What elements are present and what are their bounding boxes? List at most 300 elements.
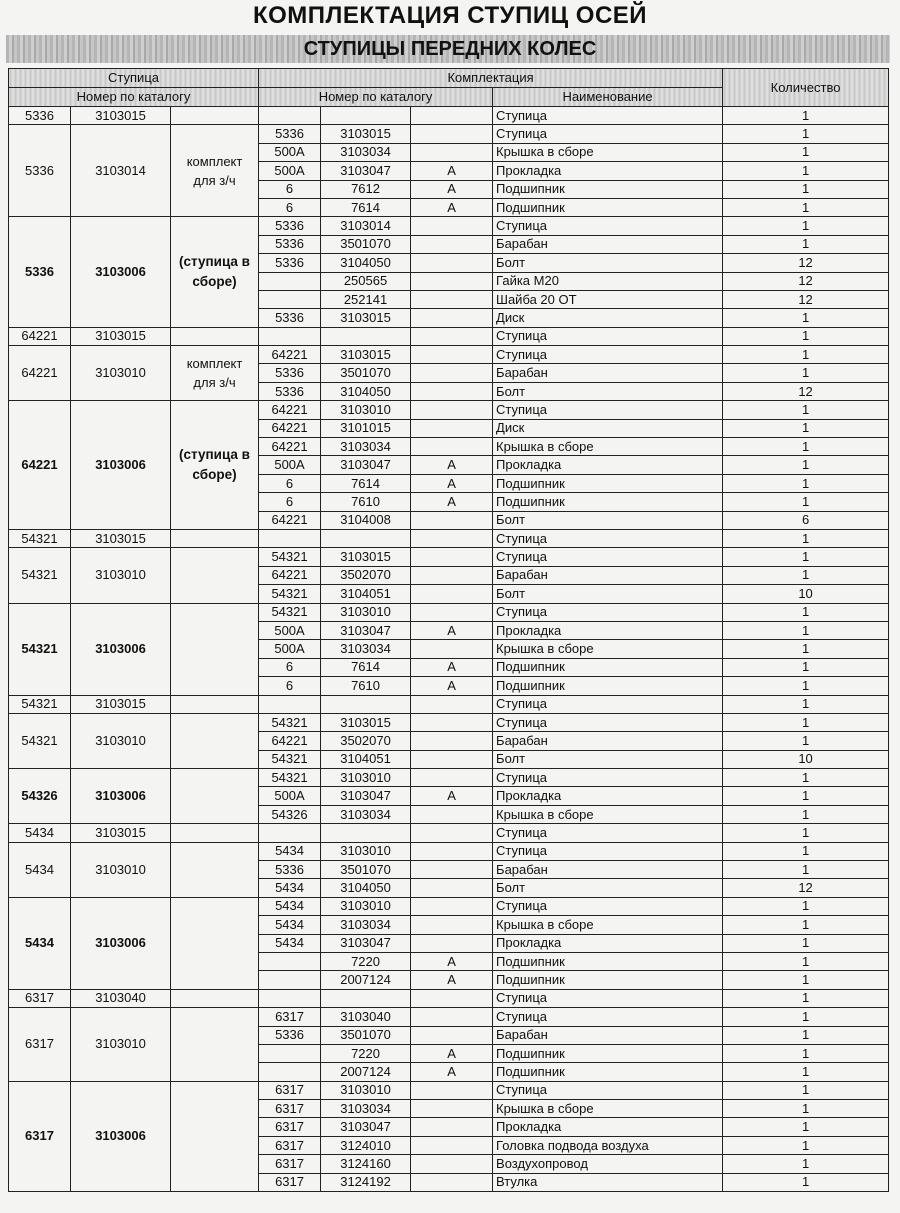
header-naimenovanie: Наименование bbox=[493, 88, 723, 107]
part-quantity: 1 bbox=[723, 861, 889, 879]
part-name: Подшипник bbox=[493, 1063, 723, 1081]
part-catalog-number: 3124010 bbox=[321, 1136, 411, 1154]
part-model: 500A bbox=[259, 456, 321, 474]
part-name: Подшипник bbox=[493, 952, 723, 970]
header-nomer-left: Номер по каталогу bbox=[9, 88, 259, 107]
hub-catalog-number: 3103010 bbox=[71, 548, 171, 603]
part-model: 6 bbox=[259, 180, 321, 198]
part-name: Болт bbox=[493, 879, 723, 897]
part-name: Прокладка bbox=[493, 934, 723, 952]
part-model: 5336 bbox=[259, 861, 321, 879]
hub-catalog-number: 3103006 bbox=[71, 769, 171, 824]
part-catalog-number: 3103047 bbox=[321, 934, 411, 952]
part-quantity: 1 bbox=[723, 419, 889, 437]
part-model: 5336 bbox=[259, 309, 321, 327]
part-model bbox=[259, 272, 321, 290]
part-suffix bbox=[411, 566, 493, 584]
part-quantity: 1 bbox=[723, 842, 889, 860]
part-quantity: 1 bbox=[723, 1044, 889, 1062]
part-catalog-number: 3124192 bbox=[321, 1173, 411, 1191]
hub-model: 54321 bbox=[9, 695, 71, 713]
hub-note bbox=[171, 548, 259, 603]
header-nomer-right: Номер по каталогу bbox=[259, 88, 493, 107]
part-quantity: 6 bbox=[723, 511, 889, 529]
part-name: Крышка в сборе bbox=[493, 438, 723, 456]
part-quantity: 1 bbox=[723, 474, 889, 492]
part-model bbox=[259, 989, 321, 1007]
hub-catalog-number: 3103014 bbox=[71, 125, 171, 217]
part-model: 54321 bbox=[259, 750, 321, 768]
part-catalog-number: 3124160 bbox=[321, 1155, 411, 1173]
part-model: 6317 bbox=[259, 1008, 321, 1026]
part-suffix bbox=[411, 125, 493, 143]
part-quantity: 1 bbox=[723, 143, 889, 161]
hub-model: 64221 bbox=[9, 346, 71, 401]
part-model: 54321 bbox=[259, 585, 321, 603]
part-quantity: 1 bbox=[723, 346, 889, 364]
hub-catalog-number: 3103040 bbox=[71, 989, 171, 1007]
hub-catalog-number: 3103006 bbox=[71, 897, 171, 989]
part-suffix: A bbox=[411, 658, 493, 676]
header-stupica: Ступица bbox=[9, 69, 259, 88]
part-quantity: 1 bbox=[723, 217, 889, 235]
part-model: 5434 bbox=[259, 897, 321, 915]
hub-catalog-number: 3103015 bbox=[71, 695, 171, 713]
part-suffix: A bbox=[411, 1063, 493, 1081]
part-catalog-number: 3103034 bbox=[321, 640, 411, 658]
part-model: 500A bbox=[259, 787, 321, 805]
part-quantity: 1 bbox=[723, 603, 889, 621]
part-model: 64221 bbox=[259, 732, 321, 750]
part-suffix: A bbox=[411, 787, 493, 805]
hub-model: 6317 bbox=[9, 1081, 71, 1191]
hub-model: 64221 bbox=[9, 327, 71, 345]
part-name: Головка подвода воздуха bbox=[493, 1136, 723, 1154]
part-quantity: 1 bbox=[723, 677, 889, 695]
part-catalog-number: 3103034 bbox=[321, 143, 411, 161]
hub-note bbox=[171, 1008, 259, 1082]
part-name: Прокладка bbox=[493, 456, 723, 474]
part-quantity: 1 bbox=[723, 107, 889, 125]
part-catalog-number bbox=[321, 989, 411, 1007]
part-name: Ступица bbox=[493, 842, 723, 860]
hub-catalog-number: 3103006 bbox=[71, 1081, 171, 1191]
hub-note bbox=[171, 842, 259, 897]
part-catalog-number: 3104051 bbox=[321, 585, 411, 603]
part-model: 500A bbox=[259, 143, 321, 161]
part-quantity: 1 bbox=[723, 235, 889, 253]
part-catalog-number: 3501070 bbox=[321, 861, 411, 879]
part-catalog-number: 7610 bbox=[321, 677, 411, 695]
part-suffix bbox=[411, 897, 493, 915]
hub-model: 5336 bbox=[9, 217, 71, 327]
part-suffix bbox=[411, 916, 493, 934]
part-name: Прокладка bbox=[493, 621, 723, 639]
part-name: Диск bbox=[493, 309, 723, 327]
part-suffix bbox=[411, 824, 493, 842]
part-suffix: A bbox=[411, 677, 493, 695]
part-catalog-number: 3104050 bbox=[321, 382, 411, 400]
part-name: Подшипник bbox=[493, 1044, 723, 1062]
part-suffix bbox=[411, 934, 493, 952]
table-row bbox=[9, 401, 889, 419]
part-name: Крышка в сборе bbox=[493, 916, 723, 934]
part-catalog-number bbox=[321, 107, 411, 125]
part-name: Крышка в сборе bbox=[493, 1100, 723, 1118]
part-quantity: 12 bbox=[723, 879, 889, 897]
part-catalog-number: 3103047 bbox=[321, 621, 411, 639]
part-suffix bbox=[411, 769, 493, 787]
part-name: Ступица bbox=[493, 401, 723, 419]
table-row bbox=[9, 842, 889, 860]
part-model: 6317 bbox=[259, 1081, 321, 1099]
part-model: 5434 bbox=[259, 879, 321, 897]
part-suffix bbox=[411, 1026, 493, 1044]
part-model: 64221 bbox=[259, 346, 321, 364]
part-catalog-number: 3501070 bbox=[321, 1026, 411, 1044]
hub-catalog-number: 3103015 bbox=[71, 529, 171, 547]
part-quantity: 1 bbox=[723, 566, 889, 584]
hub-catalog-number: 3103010 bbox=[71, 1008, 171, 1082]
part-catalog-number: 3103015 bbox=[321, 548, 411, 566]
hub-note bbox=[171, 603, 259, 695]
part-suffix bbox=[411, 290, 493, 308]
part-model: 6 bbox=[259, 474, 321, 492]
part-suffix bbox=[411, 1100, 493, 1118]
part-suffix: A bbox=[411, 474, 493, 492]
hub-model: 5336 bbox=[9, 125, 71, 217]
part-model: 5336 bbox=[259, 254, 321, 272]
part-quantity: 1 bbox=[723, 198, 889, 216]
table-row bbox=[9, 346, 889, 364]
part-catalog-number: 7614 bbox=[321, 198, 411, 216]
part-name: Барабан bbox=[493, 861, 723, 879]
header-komplektaciya: Комплектация bbox=[259, 69, 723, 88]
part-catalog-number: 7614 bbox=[321, 474, 411, 492]
table-row bbox=[9, 217, 889, 235]
part-quantity: 12 bbox=[723, 290, 889, 308]
hub-note bbox=[171, 989, 259, 1007]
part-model: 500A bbox=[259, 621, 321, 639]
table-body bbox=[9, 107, 889, 1192]
table-row bbox=[9, 107, 889, 125]
hub-model: 54321 bbox=[9, 548, 71, 603]
part-quantity: 1 bbox=[723, 897, 889, 915]
part-name: Болт bbox=[493, 382, 723, 400]
part-catalog-number: 3103010 bbox=[321, 603, 411, 621]
part-name: Ступица bbox=[493, 989, 723, 1007]
part-model: 5336 bbox=[259, 125, 321, 143]
part-model: 64221 bbox=[259, 419, 321, 437]
part-quantity: 1 bbox=[723, 952, 889, 970]
part-name: Болт bbox=[493, 511, 723, 529]
hub-model: 54321 bbox=[9, 603, 71, 695]
part-model bbox=[259, 290, 321, 308]
part-suffix bbox=[411, 382, 493, 400]
part-quantity: 1 bbox=[723, 713, 889, 731]
table-row bbox=[9, 989, 889, 1007]
part-name: Ступица bbox=[493, 603, 723, 621]
part-quantity: 1 bbox=[723, 1173, 889, 1191]
part-suffix bbox=[411, 235, 493, 253]
table-row bbox=[9, 529, 889, 547]
part-model: 6317 bbox=[259, 1118, 321, 1136]
part-catalog-number: 3104050 bbox=[321, 254, 411, 272]
part-catalog-number: 3501070 bbox=[321, 364, 411, 382]
part-name: Барабан bbox=[493, 732, 723, 750]
part-catalog-number: 3104051 bbox=[321, 750, 411, 768]
part-catalog-number: 3103010 bbox=[321, 1081, 411, 1099]
part-suffix bbox=[411, 1008, 493, 1026]
part-suffix bbox=[411, 989, 493, 1007]
part-suffix bbox=[411, 529, 493, 547]
part-suffix: A bbox=[411, 493, 493, 511]
part-name: Прокладка bbox=[493, 162, 723, 180]
hub-note: комплект для з/ч bbox=[171, 125, 259, 217]
part-name: Диск bbox=[493, 419, 723, 437]
part-model: 6 bbox=[259, 198, 321, 216]
part-quantity: 1 bbox=[723, 1100, 889, 1118]
hub-model: 5434 bbox=[9, 897, 71, 989]
hub-note: (ступица в сборе) bbox=[171, 401, 259, 530]
hub-catalog-number: 3103006 bbox=[71, 401, 171, 530]
part-suffix bbox=[411, 364, 493, 382]
part-quantity: 1 bbox=[723, 1063, 889, 1081]
part-suffix bbox=[411, 401, 493, 419]
table-row bbox=[9, 769, 889, 787]
part-name: Подшипник bbox=[493, 180, 723, 198]
part-name: Ступица bbox=[493, 1008, 723, 1026]
part-model bbox=[259, 529, 321, 547]
part-name: Подшипник bbox=[493, 971, 723, 989]
part-suffix: A bbox=[411, 456, 493, 474]
part-suffix bbox=[411, 732, 493, 750]
hub-catalog-number: 3103010 bbox=[71, 713, 171, 768]
part-suffix bbox=[411, 143, 493, 161]
part-model: 5336 bbox=[259, 1026, 321, 1044]
part-name: Ступица bbox=[493, 769, 723, 787]
part-catalog-number: 3501070 bbox=[321, 235, 411, 253]
part-quantity: 1 bbox=[723, 916, 889, 934]
hub-model: 5434 bbox=[9, 824, 71, 842]
part-model: 54326 bbox=[259, 805, 321, 823]
part-name: Втулка bbox=[493, 1173, 723, 1191]
part-name: Воздухопровод bbox=[493, 1155, 723, 1173]
part-model: 5434 bbox=[259, 842, 321, 860]
part-model bbox=[259, 971, 321, 989]
part-quantity: 1 bbox=[723, 805, 889, 823]
part-quantity: 1 bbox=[723, 327, 889, 345]
part-quantity: 1 bbox=[723, 438, 889, 456]
part-suffix bbox=[411, 1155, 493, 1173]
part-name: Подшипник bbox=[493, 493, 723, 511]
hub-note bbox=[171, 695, 259, 713]
hub-note bbox=[171, 327, 259, 345]
part-suffix bbox=[411, 1118, 493, 1136]
part-quantity: 1 bbox=[723, 1026, 889, 1044]
part-catalog-number: 7220 bbox=[321, 952, 411, 970]
part-name: Болт bbox=[493, 750, 723, 768]
part-quantity: 10 bbox=[723, 750, 889, 768]
part-quantity: 1 bbox=[723, 621, 889, 639]
part-name: Крышка в сборе bbox=[493, 143, 723, 161]
part-catalog-number bbox=[321, 327, 411, 345]
part-suffix bbox=[411, 327, 493, 345]
hub-note bbox=[171, 824, 259, 842]
part-model: 54321 bbox=[259, 548, 321, 566]
part-quantity: 1 bbox=[723, 529, 889, 547]
part-suffix bbox=[411, 217, 493, 235]
part-name: Болт bbox=[493, 585, 723, 603]
part-quantity: 1 bbox=[723, 1136, 889, 1154]
part-catalog-number: 3502070 bbox=[321, 566, 411, 584]
hub-model: 6317 bbox=[9, 989, 71, 1007]
table-row bbox=[9, 125, 889, 143]
part-suffix bbox=[411, 1081, 493, 1099]
part-suffix bbox=[411, 438, 493, 456]
table-row bbox=[9, 897, 889, 915]
part-quantity: 1 bbox=[723, 1081, 889, 1099]
part-model bbox=[259, 1044, 321, 1062]
part-quantity: 1 bbox=[723, 309, 889, 327]
hub-note: комплект для з/ч bbox=[171, 346, 259, 401]
hub-note bbox=[171, 107, 259, 125]
hub-model: 54326 bbox=[9, 769, 71, 824]
table-row bbox=[9, 695, 889, 713]
part-name: Ступица bbox=[493, 1081, 723, 1099]
part-suffix bbox=[411, 107, 493, 125]
part-quantity: 1 bbox=[723, 1118, 889, 1136]
hub-catalog-number: 3103015 bbox=[71, 327, 171, 345]
hub-model: 54321 bbox=[9, 529, 71, 547]
header-kolichestvo: Количество bbox=[723, 69, 889, 107]
part-model: 64221 bbox=[259, 566, 321, 584]
part-suffix bbox=[411, 1173, 493, 1191]
part-name: Подшипник bbox=[493, 474, 723, 492]
part-catalog-number: 3103010 bbox=[321, 401, 411, 419]
part-quantity: 1 bbox=[723, 125, 889, 143]
part-name: Ступица bbox=[493, 695, 723, 713]
part-model bbox=[259, 824, 321, 842]
part-quantity: 1 bbox=[723, 162, 889, 180]
hub-catalog-number: 3103006 bbox=[71, 603, 171, 695]
part-catalog-number: 3103010 bbox=[321, 769, 411, 787]
part-quantity: 1 bbox=[723, 732, 889, 750]
part-quantity: 1 bbox=[723, 640, 889, 658]
part-suffix: A bbox=[411, 180, 493, 198]
hub-model: 5336 bbox=[9, 107, 71, 125]
part-model: 6 bbox=[259, 493, 321, 511]
part-model: 54321 bbox=[259, 713, 321, 731]
part-catalog-number: 3103040 bbox=[321, 1008, 411, 1026]
table-row bbox=[9, 824, 889, 842]
hub-note bbox=[171, 529, 259, 547]
part-model: 54321 bbox=[259, 769, 321, 787]
part-quantity: 1 bbox=[723, 401, 889, 419]
part-quantity: 12 bbox=[723, 272, 889, 290]
part-catalog-number: 3103010 bbox=[321, 897, 411, 915]
part-suffix bbox=[411, 750, 493, 768]
part-suffix bbox=[411, 419, 493, 437]
hub-catalog-number: 3103010 bbox=[71, 346, 171, 401]
part-catalog-number: 3103015 bbox=[321, 346, 411, 364]
part-model bbox=[259, 695, 321, 713]
part-model: 64221 bbox=[259, 438, 321, 456]
part-quantity: 1 bbox=[723, 787, 889, 805]
part-name: Болт bbox=[493, 254, 723, 272]
part-model: 5336 bbox=[259, 235, 321, 253]
part-model bbox=[259, 107, 321, 125]
part-suffix bbox=[411, 272, 493, 290]
part-name: Подшипник bbox=[493, 198, 723, 216]
part-name: Ступица bbox=[493, 897, 723, 915]
part-name: Ступица bbox=[493, 327, 723, 345]
part-catalog-number: 3103047 bbox=[321, 1118, 411, 1136]
part-model: 5434 bbox=[259, 934, 321, 952]
part-model: 5434 bbox=[259, 916, 321, 934]
part-model: 54321 bbox=[259, 603, 321, 621]
part-catalog-number: 3103015 bbox=[321, 309, 411, 327]
hub-catalog-number: 3103010 bbox=[71, 842, 171, 897]
part-catalog-number: 3103034 bbox=[321, 438, 411, 456]
part-suffix bbox=[411, 640, 493, 658]
hub-note: (ступица в сборе) bbox=[171, 217, 259, 327]
part-catalog-number: 3103015 bbox=[321, 125, 411, 143]
table-row bbox=[9, 603, 889, 621]
part-suffix bbox=[411, 842, 493, 860]
part-catalog-number: 3104050 bbox=[321, 879, 411, 897]
part-catalog-number: 3103034 bbox=[321, 805, 411, 823]
part-name: Ступица bbox=[493, 713, 723, 731]
table-row bbox=[9, 1008, 889, 1026]
hub-catalog-number: 3103006 bbox=[71, 217, 171, 327]
part-catalog-number: 252141 bbox=[321, 290, 411, 308]
part-name: Барабан bbox=[493, 235, 723, 253]
part-suffix bbox=[411, 585, 493, 603]
part-suffix: A bbox=[411, 162, 493, 180]
hub-note bbox=[171, 1081, 259, 1191]
part-model: 500A bbox=[259, 162, 321, 180]
part-catalog-number: 250565 bbox=[321, 272, 411, 290]
part-quantity: 1 bbox=[723, 548, 889, 566]
part-model: 6317 bbox=[259, 1100, 321, 1118]
part-name: Гайка М20 bbox=[493, 272, 723, 290]
part-suffix bbox=[411, 548, 493, 566]
part-name: Шайба 20 ОТ bbox=[493, 290, 723, 308]
part-model: 64221 bbox=[259, 511, 321, 529]
page-subtitle: СТУПИЦЫ ПЕРЕДНИХ КОЛЕС bbox=[303, 38, 597, 60]
part-catalog-number: 3502070 bbox=[321, 732, 411, 750]
part-model: 6317 bbox=[259, 1155, 321, 1173]
part-name: Прокладка bbox=[493, 1118, 723, 1136]
part-suffix bbox=[411, 805, 493, 823]
part-suffix: A bbox=[411, 1044, 493, 1062]
part-name: Крышка в сборе bbox=[493, 805, 723, 823]
part-catalog-number: 7610 bbox=[321, 493, 411, 511]
part-model: 64221 bbox=[259, 401, 321, 419]
part-name: Подшипник bbox=[493, 677, 723, 695]
part-catalog-number bbox=[321, 824, 411, 842]
part-quantity: 1 bbox=[723, 824, 889, 842]
part-catalog-number: 7612 bbox=[321, 180, 411, 198]
part-catalog-number: 3103014 bbox=[321, 217, 411, 235]
part-name: Ступица bbox=[493, 529, 723, 547]
part-suffix: A bbox=[411, 952, 493, 970]
table-row bbox=[9, 548, 889, 566]
part-model: 5336 bbox=[259, 217, 321, 235]
part-suffix: A bbox=[411, 198, 493, 216]
part-quantity: 1 bbox=[723, 989, 889, 1007]
